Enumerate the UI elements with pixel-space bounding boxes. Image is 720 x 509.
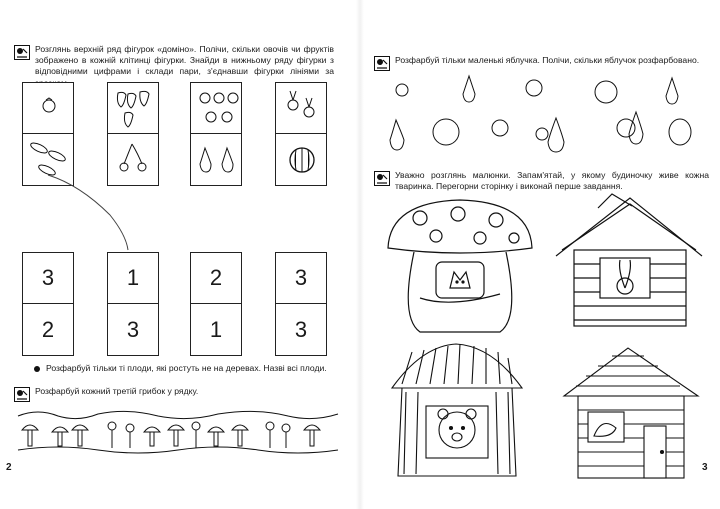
domino-picture-4 [275, 82, 327, 186]
domino-number-1[interactable] [22, 252, 74, 356]
domino-number-top: 1 [108, 253, 158, 304]
pencil-book-icon [14, 45, 30, 60]
domino-number-top: 2 [191, 253, 241, 304]
task-apples-text: Розфарбуй тільки маленькі яблучка. Полічи, скільки яблучок розфарбовано. [395, 55, 700, 65]
domino-picture-3 [190, 82, 242, 186]
domino-half-top [276, 83, 326, 134]
domino-number-bottom: 2 [41, 316, 55, 342]
brick-house-hedgehog-illustration [558, 344, 708, 484]
domino-half-bottom [276, 134, 326, 185]
fruits-illustration [374, 72, 714, 162]
domino-half-top [23, 83, 73, 134]
mushroom-house-fox-illustration [380, 198, 540, 338]
domino-number-bottom: 3 [294, 316, 308, 342]
pencil-book-icon [14, 387, 30, 402]
domino-picture-2 [107, 82, 159, 186]
task-mushrooms [14, 386, 334, 402]
pear-icon [191, 134, 243, 186]
page-number-right: 3 [702, 462, 708, 473]
domino-half-top [108, 83, 158, 134]
domino-picture-1 [22, 82, 74, 186]
task-mushrooms-text: Розфарбуй кожний третій грибок у рядку. [35, 386, 199, 396]
mushroom-row-illustration [18, 408, 338, 458]
watermelon-icon [276, 134, 328, 186]
bullet-icon [34, 366, 40, 372]
domino-half-bottom [191, 134, 241, 185]
domino-number-2[interactable] [107, 252, 159, 356]
domino-number-top: 3 [23, 253, 73, 304]
task-domino-text: Розглянь верхній ряд фігурок «доміно». Полічи, скільки овочів чи фруктів зображено в кожній клітинці фігурки. Знайди в нижньому ряду фігурки з відповідними цифрами і склади пари, з'єднавши фігурки лініями за [35, 44, 334, 77]
right-page [368, 0, 720, 509]
domino-half-top [191, 83, 241, 134]
domino-number-4[interactable] [275, 252, 327, 356]
domino-number-top: 3 [276, 253, 326, 304]
pencil-book-icon [374, 56, 390, 71]
apple-icon [191, 83, 243, 135]
log-cabin-bunny-illustration [554, 190, 704, 330]
task-houses-text: Уважно розглянь малюнки. Запам'ятай, у якому будиночку живе кожна тваринка. Перегорни сторінку і виконай перше завдання. [395, 170, 709, 192]
domino-number-bottom: 3 [126, 316, 140, 342]
task-fruits-text: Розфарбуй тільки ті плоди, які ростуть не на деревах. Назві всі плоди. [46, 363, 327, 373]
pencil-book-icon [374, 171, 390, 186]
sample-connector-line [40, 175, 160, 255]
tomato-icon [23, 83, 75, 135]
domino-number-bottom: 1 [209, 316, 223, 342]
strawberry-icon [108, 83, 160, 135]
task-apples [374, 55, 709, 71]
straw-house-bear-illustration [382, 340, 532, 480]
beet-icon [276, 83, 328, 135]
left-page [0, 0, 352, 509]
domino-number-3[interactable] [190, 252, 242, 356]
page-gutter [356, 0, 364, 509]
page-number-left: 2 [6, 462, 12, 473]
